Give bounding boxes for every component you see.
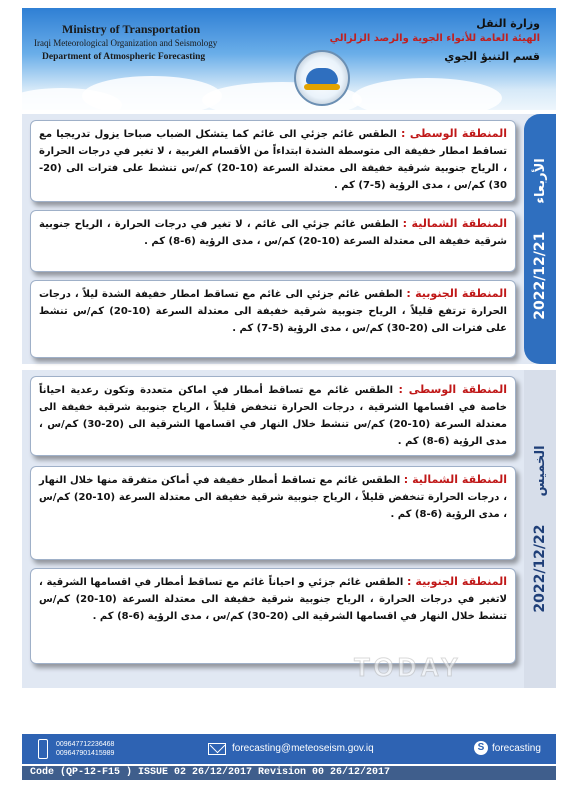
contact-footer <box>22 734 556 764</box>
forecast-date: 2022/12/21 <box>532 231 548 320</box>
region-title: المنطقة الشمالية : <box>402 217 507 230</box>
organization-name-ar: الهيئة العامة للأنواء الجوية والرصد الزلزالي <box>329 33 540 44</box>
ministry-name-ar: وزارة النقل <box>476 17 540 30</box>
region-title: المنطقة الجنوبية : <box>406 575 507 588</box>
forecast-text: الطقس غائم جزئي الى غائم ، لا تغير في درجات الحرارة ، الرياح جنوبية شرقية خفيفة الى معتدلة السرعة (10-20) كم/س ، مدى الرؤية (6-8) كم . <box>39 219 507 247</box>
header-english-text <box>34 22 217 64</box>
department-name-ar: قسم التنبؤ الجوي <box>444 50 540 63</box>
weekday-name: الأربعاء <box>533 158 548 204</box>
phone-icon <box>38 739 48 759</box>
phone-number: 009647712236468 <box>56 741 115 748</box>
weekday-name: الخميس <box>533 445 548 497</box>
forecast-day-1 <box>22 114 556 364</box>
day-label <box>532 445 548 612</box>
phone-numbers <box>56 740 114 758</box>
header-arabic-text <box>330 16 540 64</box>
region-title: المنطقة الوسطى : <box>400 127 507 140</box>
organization-name-en: Iraqi Meteorological Organization and Seismology <box>34 38 218 48</box>
email-link[interactable]: forecasting@meteoseism.gov.iq <box>232 743 374 754</box>
forecast-text: الطقس غائم جزئي الى غائم مع تساقط امطار خفيفة الشدة ليلاً ، درجات الحرارة ترتفع قليلاً ، الرياح جنوبية شرقية خفيفة الى معتدلة السرعة (10-20) كم/س تنشط على فترات الى (20-30) كم/س ، مدى الرؤية (5-7) كم . <box>39 289 507 334</box>
region-title: المنطقة الوسطى : <box>398 383 508 396</box>
forecast-text: الطقس غائم جزئي و احياناً غائم مع تساقط أمطار في اقسامها الشرقية ، لاتغير في درجات الحرارة ، الرياح جنوبية شرقية خفيفة الى معتدلة السرعة (10-20) كم/س تنشط خلال النهار في اقسامها الشرقية الى (20-30) كم/س ، مدى الرؤية (6-8) كم . <box>39 577 507 622</box>
skype-icon: S <box>474 741 488 755</box>
forecast-card-north <box>30 466 516 560</box>
forecast-day-2 <box>22 370 556 688</box>
forecast-card-south <box>30 280 516 358</box>
forecast-text: الطقس غائم مع تساقط أمطار خفيفة في أماكن متفرقة منها خلال النهار ، درجات الحرارة تنخفض قليلاً ، الرياح جنوبية شرقية خفيفة الى معتدلة السرعة (10-20) كم/س ، مدى الرؤية (6-8) كم . <box>39 475 507 520</box>
ministry-name-en: Ministry of Transportation <box>62 22 201 36</box>
forecast-date: 2022/12/22 <box>532 524 548 613</box>
cloud-decoration <box>352 78 502 110</box>
region-title: المنطقة الشمالية : <box>403 473 507 486</box>
day-sidebar <box>524 114 556 364</box>
forecast-card-south <box>30 568 516 664</box>
skype-handle[interactable]: forecasting <box>492 743 541 754</box>
phone-number: 009647901415989 <box>56 750 115 757</box>
forecast-text: الطقس غائم جزئي الى غائم كما يتشكل الضباب صباحا يزول تدريجيا مع تساقط امطار خفيفة الى متوسطة الشدة ابتداءاً من الأقسام الغربية ، لا تغير في درجات الحرارة ، الرياح جنوبية شرقية خفيفة الى معتدلة السرعة (10-20) كم/س تنشط على فترات الى (20-30) كم/س ، مدى الرؤية (5-7) كم . <box>39 129 507 191</box>
region-title: المنطقة الجنوبية : <box>406 287 508 300</box>
forecast-card-central <box>30 120 516 202</box>
logo-wave-icon <box>304 84 340 90</box>
document-code-bar: Code (QP-12-F15 ) ISSUE 02 26/12/2017 Revision 00 26/12/2017 <box>22 766 556 780</box>
day-label <box>532 158 548 320</box>
forecast-card-north <box>30 210 516 272</box>
day-sidebar <box>524 370 556 688</box>
forecast-text: الطقس غائم مع تساقط أمطار في اماكن متعددة وتكون رعدية احياناً خاصة في اقسامها الشرقية ، درجات الحرارة تنخفض قليلاً ، الرياح جنوبية شرقية خفيفة الى معتدلة السرعة (10-20) كم/س تنشط خلال النهار في اقسامها الشرقية الى (20-30) كم/س ، مدى الرؤية (6-8) كم . <box>39 385 507 447</box>
mail-icon <box>208 743 226 755</box>
logo-dome-icon <box>306 68 338 84</box>
forecast-card-central <box>30 376 516 456</box>
department-name-en: Department of Atmospheric Forecasting <box>42 52 206 62</box>
watermark-logo: TODAY <box>354 652 463 682</box>
header-banner <box>22 8 556 110</box>
